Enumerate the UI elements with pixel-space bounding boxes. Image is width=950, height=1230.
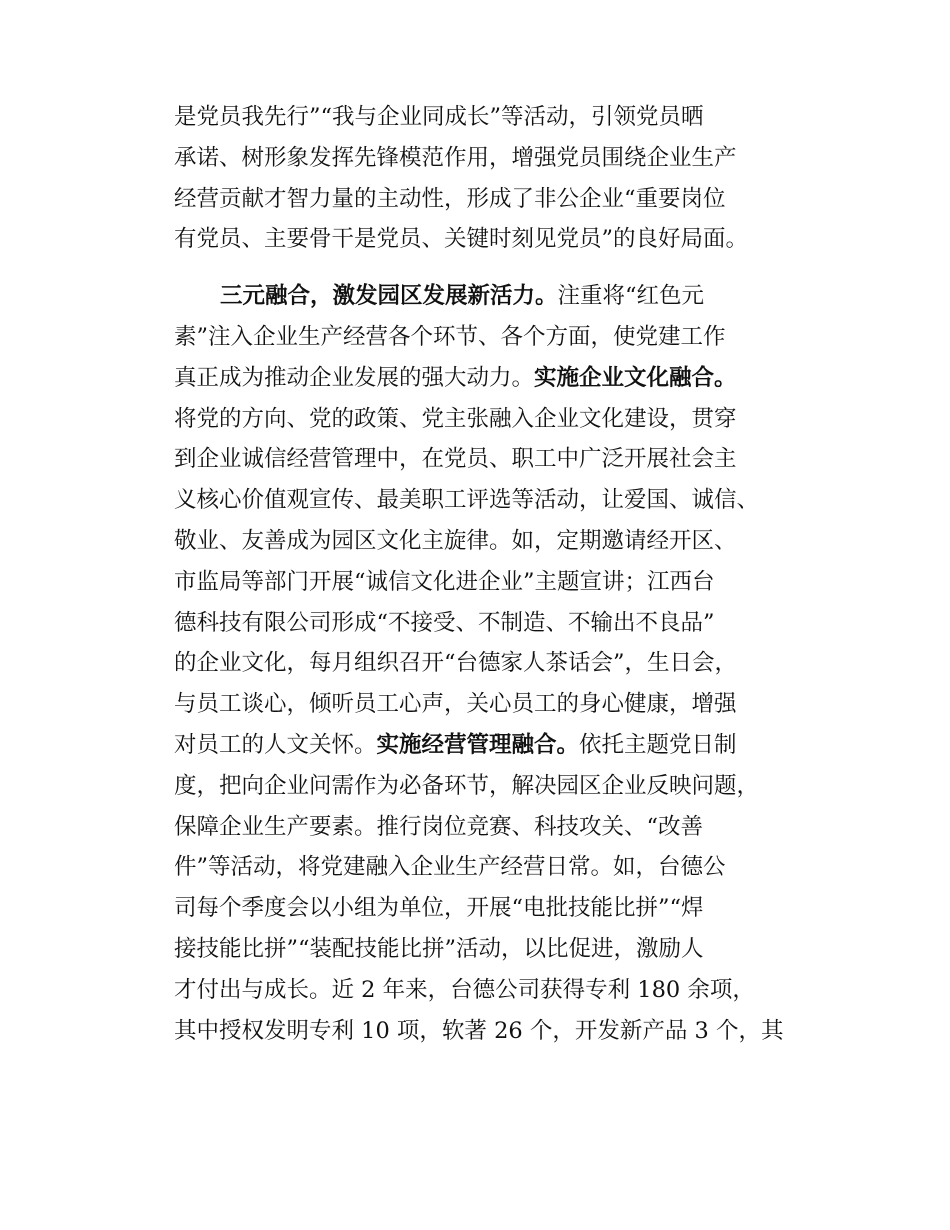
text-line <box>174 358 814 399</box>
text-run: 真正成为推动企业发展的强大动力。 <box>174 364 535 391</box>
text-line: 素”注入企业生产经营各个环节、各个方面，使党建工作 <box>174 323 726 350</box>
subsection-heading: 实施企业文化融合。 <box>534 364 737 391</box>
text-line: 与员工谈心，倾听员工心声，关心员工的身心健康，增强 <box>174 691 737 718</box>
paragraph-2 <box>174 276 814 1051</box>
text-line: 义核心价值观宣传、最美职工评选等活动，让爱国、诚信、 <box>174 487 760 514</box>
document-page <box>174 97 814 1051</box>
text-line: 接技能比拼”“装配技能比拼”活动，以比促进，激励人 <box>174 935 704 962</box>
section-heading: 三元融合，激发园区发展新活力。 <box>220 283 558 310</box>
paragraph-1 <box>174 97 814 260</box>
text-line: 保障企业生产要素。推行岗位竞赛、科技攻关、“改善 <box>174 813 704 840</box>
text-line: 将党的方向、党的政策、党主张融入企业文化建设，贯穿 <box>174 405 737 432</box>
text-line: 的企业文化，每月组织召开“台德家人茶话会”，生日会， <box>174 650 738 677</box>
text-line: 经营贡献才智力量的主动性，形成了非公企业“重要岗位 <box>174 185 726 212</box>
text-line: 有党员、主要骨干是党员、关键时刻见党员”的良好局面。 <box>174 226 749 253</box>
subsection-heading: 实施经营管理融合。 <box>376 731 580 758</box>
text-line: 其中授权发明专利 10 项，软著 26 个，开发新产品 3 个，其 <box>174 1017 784 1044</box>
text-line: 司每个季度会以小组为单位，开展“电批技能比拼”“焊 <box>174 895 704 922</box>
text-run: 依托主题党日制 <box>579 731 737 758</box>
text-line: 市监局等部门开展“诚信文化进企业”主题宣讲；江西台 <box>174 568 715 595</box>
text-line: 到企业诚信经营管理中，在党员、职工中广泛开展社会主 <box>174 446 737 473</box>
text-line: 才付出与成长。近 2 年来，台德公司获得专利 180 余项， <box>174 976 755 1003</box>
text-line: 件”等活动，将党建融入企业生产经营日常。如，台德公 <box>174 854 726 881</box>
text-line: 是党员我先行”“我与企业同成长”等活动，引领党员晒 <box>174 104 704 130</box>
text-line: 度，把向企业问需作为必备环节，解决园区企业反映问题， <box>174 772 760 799</box>
text-run: 注重将“红色元 <box>557 283 705 310</box>
text-line <box>174 725 814 766</box>
text-line: 敬业、友善成为园区文化主旋律。如，定期邀请经开区、 <box>174 527 737 554</box>
text-line: 德科技有限公司形成“不接受、不制造、不输出不良品” <box>174 609 715 636</box>
text-line: 承诺、树形象发挥先锋模范作用，增强党员围绕企业生产 <box>174 144 737 171</box>
text-line <box>174 276 814 317</box>
text-run: 对员工的人文关怀。 <box>174 731 377 758</box>
